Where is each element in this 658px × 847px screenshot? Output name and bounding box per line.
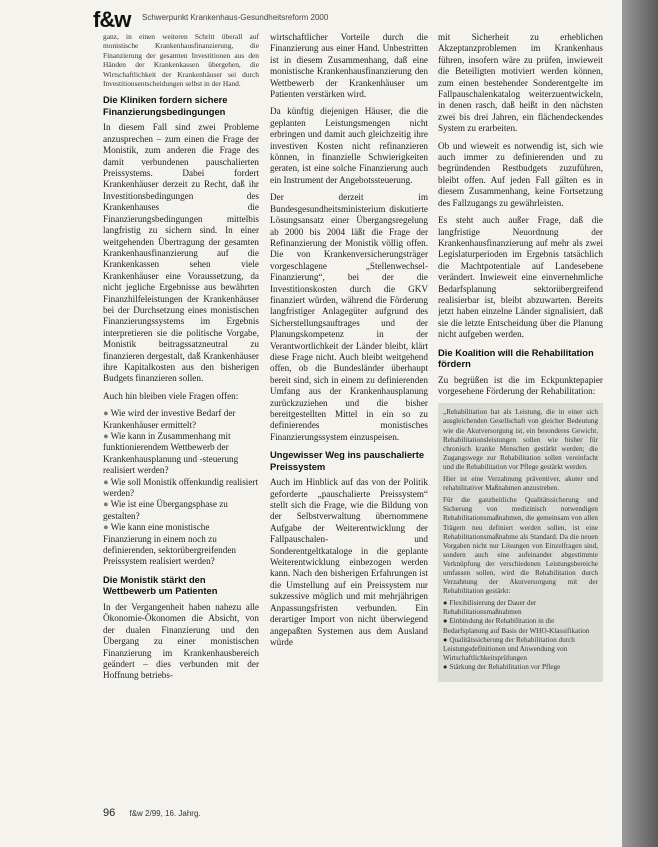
bullet-icon: ●	[103, 431, 109, 441]
paragraph: wirtschaftlicher Vorteile durch die Finanzierung aus einer Hand. Unbestritten ist in diesem Zusammenhang, daß eine monistische Krankenhausfinanzierung den Wettbewerb der Krankenhäuser um Patienten verstärken wird.	[270, 32, 428, 100]
quote-paragraph: „Rehabilitation hat als Leistung, die in einer sich ausgleichenden Gesellschaft von gleicher Bedeutung wie die Akutversorgung ist, ein besonderes Gewicht. Rehabilitationsleistungen sollen wie bisher für chronisch kranke Menschen gestärkt werden; die Zugangswege zur Rehabilitation sollen vereinfacht und die Rehabilitation vor Pflege gestärkt werden.	[443, 408, 598, 471]
paragraph: Da künftig diejenigen Häuser, die die geplanten Leistungsmengen nicht erbringen und damit auch gleichzeitig ihre investiven Kosten nicht refinanzieren können, in finanzielle Schwierigkeiten geraten, ist eine solche Finanzierung auch ein Instrument der Angebotssteuerung.	[270, 106, 428, 185]
quote-list	[443, 599, 598, 672]
subheading-rehabilitation: Die Koalition will die Rehabilitation fördern	[438, 346, 594, 370]
column-left	[103, 32, 259, 797]
list-item: ● Qualitätssicherung der Rehabilitation durch Leistungsdefinitionen und Anwendung von Wirtschaftlichkeitsprüfungen	[443, 635, 575, 662]
column-middle	[270, 32, 428, 797]
issue-info: f&w 2/99, 16. Jahrg.	[129, 809, 201, 818]
bullet-icon: ●	[443, 662, 448, 671]
intro-paragraph: ganz, in einen weiteren Schritt überall auf monistische Krankenhausfinanzierung, die Finanzierung der gesamten Investitionen aus den Händen der Krankenkassen übergehen, die Wirtschaftlichkeit der Krankenhäuser sei durch Investitionsentscheidungen selbst in der Hand.	[103, 32, 259, 89]
quote-paragraph: Hier ist eine Verzahnung präventiver, akuter und rehabilitativer Maßnahmen anzustreben.	[443, 475, 598, 493]
bullet-icon: ●	[103, 499, 109, 510]
paragraph: Auch im Hinblick auf das von der Politik geforderte „pauschalierte Preissystem“ stellt sich die Frage, wie die Bildung von der Selbstverwaltung übernommene Aufgabe der Weiterentwicklung der Fallpauschalen- und Sonderentgeltkataloge in die geplante Weiterentwicklung einbezogen werden kann. Nach den bisherigen Erfahrungen ist die Umstellung auf ein Preissystem nur sukzessive möglich und mit mehrjährigen Anpassungsfristen verbunden. Ein derartiger Import von nicht überwiegend angepaßten Systemen aus dem Ausland würde	[270, 477, 428, 647]
quote-box	[438, 403, 603, 682]
list-item: ● Wie kann in Zusammenhang mit funktionierendem Wettbewerb der Krankenhausplanung und -steuerung realisiert werden?	[103, 431, 239, 476]
bullet-icon: ●	[443, 635, 448, 644]
list-item: ● Wie kann eine monistische Finanzierung in einem noch zu definierenden, sektorübergreifenden Preissystem realisiert werden?	[103, 522, 236, 567]
list-item: ● Wie ist eine Übergangsphase zu gestalten?	[103, 499, 228, 521]
paragraph: Der derzeit im Bundesgesundheitsministerium diskutierte Lösungsansatz einer Übergangsregelung ab 2000 bis 2004 läßt die Frage der Refinanzierung der Monistik völlig offen. Die von Krankenversicherungsträger vorgeschlagene „Stellenwechsel-Finanzierung“, bei der die Investitionskosten durch die GKV finanziert würden, während die Förderung langfristiger Anlagegüter aufgrund des Sicherstellungsauftrages und der Planungskompetenz in der Verantwortlichkeit der Länder bleibt, klärt diese Frage nicht. Auch bleibt weitgehend offen, ob die Bundesländer überhaupt bereit sind, sich in einem zu definierenden Umfang aus der Krankenhausplanung zurückzuziehen und die bisher bereitgestellten Mittel in ein so zu definierendes monistisches Finanzierungssystem einzuspeisen.	[270, 192, 428, 442]
column-right	[438, 32, 603, 797]
page-number: 96	[103, 807, 116, 819]
quote-paragraph: Für die ganzheitliche Qualitätssicherung und Sicherung von medizinisch notwendigen Rehabilitationsmaßnahmen, die gemeinsam von allen Trägern neu definiert werden sollen, ist eine Rehabilitationsmaßnahme als Standard. Da die neuen Vorgaben nicht nur Lösungen von Einzelfragen sind, sondern auch eine aufeinander abgestimmte Verknüpfung der verschiedenen Leistungsbereiche umfassen sollen, wird die Rehabilitation durch Verzahnung der Akutversorgung mit der Rehabilitation gestärkt:	[443, 496, 598, 596]
paragraph: mit Sicherheit zu erheblichen Akzeptanzproblemen im Krankenhaus führen, insofern wäre zu prüfen, inwieweit die Beteiligten motiviert werden können, zum einen bestehender Sonderentgelte im Fallpauschalenkatalog weiterzuentwickeln, in denen rasch, daß heißt in den nächsten zwei bis drei Jahren, ein flächendeckendes System zu erarbeiten.	[438, 32, 603, 134]
paragraph: In diesem Fall sind zwei Probleme anzusprechen – zum einen die Frage der Monistik, zum anderen die Frage des damit verbundenen pauschalierten Preissystems. Dabei fordert Krankenhäuser derzeit zu Recht, daß ihr Investitionsbedingungen des Krankenhauses die Finanzierungsbedingungen mittelbis langfristig zu sichern sind. In einer weitgehenden Übertragung der gesamten Krankenhausfinanzierung auf die Krankenkassen sehen viele Krankenhäuser eine Voraussetzung, da nicht jegliche Ergebnisse aus bewährten Finanzhilfeleistungen der Krankenhäuser bei der Durchsetzung eines monistischen Finanzierungssystems im Ergebnis interpretieren sie die politische Vorgabe, Monistik beitragssatzneutral zu finanzieren dergestalt, daß Krankenhäuser ihre Kapitalkosten aus den bisherigen Budgets finanzieren sollen.	[103, 122, 259, 384]
magazine-logo: f&w	[93, 7, 131, 32]
bullet-icon: ●	[443, 599, 448, 608]
paragraph: Ob und wieweit es notwendig ist, sich wie auch immer zu definierenden und zu begründenden Restbudgets zuzuführen, bleibt offen. Auf jeden Fall gälten es in diesem Zusammenhang, keine Fortsetzung des Fallzugangs zu gewährleisten.	[438, 140, 603, 208]
question-list	[103, 408, 259, 568]
bullet-icon: ●	[443, 617, 448, 626]
bullet-icon: ●	[103, 476, 109, 487]
subheading-preissystem: Ungewisser Weg ins pauschalierte Preissystem	[270, 449, 425, 472]
bullet-icon: ●	[103, 408, 109, 419]
page-footer	[103, 807, 201, 819]
page-edge-shadow	[622, 0, 658, 847]
paragraph: Auch hin bleiben viele Fragen offen:	[103, 390, 239, 401]
bullet-icon: ●	[103, 522, 109, 533]
list-item: ● Einbindung der Rehabilitation in die Bedarfsplanung auf Basis der WHO-Klassifikation	[443, 617, 590, 635]
list-item: ● Flexibilisierung der Dauer der Rehabilitationsmaßnahmen	[443, 599, 537, 617]
list-item: ● Wie soll Monistik offenkundig realisiert werden?	[103, 476, 259, 499]
paragraph: Zu begrüßen ist die im Eckpunktepapier vorgesehene Förderung der Rehabilitation:	[438, 374, 603, 396]
list-item: ● Wie wird der investive Bedarf der Krankenhäuser ermittelt?	[103, 408, 236, 430]
subheading-monistik: Die Monistik stärkt den Wettbewerb um Patienten	[103, 573, 218, 597]
list-item: ● Stärkung der Rehabilitation vor Pflege	[443, 662, 561, 671]
paragraph: In der Vergangenheit haben nahezu alle Ökonomie-Ökonomen die Absicht, von der dualen Finanzierung und den Übergang zu einer monistischen Finanzierung im Krankenhausbereich geändert – dies verbunden mit der Hoffnung betriebs-	[103, 601, 259, 681]
subheading-kliniken: Die Kliniken fordern sichere Finanzierungsbedingungen	[103, 94, 228, 117]
paragraph: Es steht auch außer Frage, daß die langfristige Neuordnung der Krankenhausfinanzierung auf mehr als zwei Legislaturperioden im Ergebnis tatsächlich die Machtpotentiale auf Landesebene verändert. Inwieweit eine einvernehmliche Bedarfsplanung sektorübergreifend realisierbar ist, bleibt abzuwarten. Bereits jetzt haben einzelne Länder signalisiert, daß sie die letzte Entscheidung über die Planung nicht aufgeben werden.	[438, 215, 603, 340]
running-header: Schwerpunkt Krankenhaus-Gesundheitsreform 2000	[142, 13, 329, 22]
